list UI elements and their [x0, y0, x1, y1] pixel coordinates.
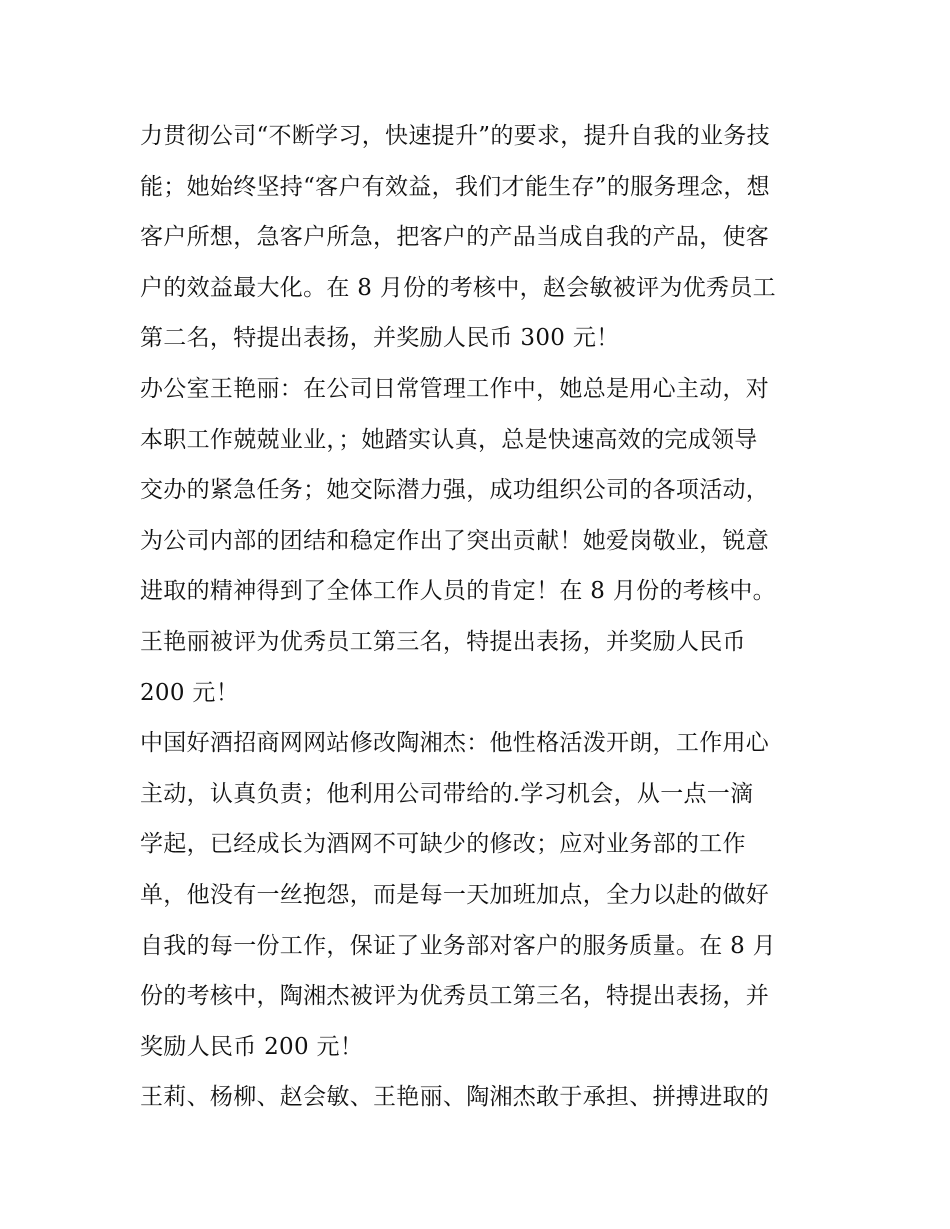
text-line: 王艳丽被评为优秀员工第三名，特提出表扬，并奖励人民币 — [140, 628, 746, 655]
text-line: 办公室王艳丽：在公司日常管理工作中，她总是用心主动，对 — [140, 375, 770, 402]
text-line: 本职工作兢兢业业，；她踏实认真，总是快速高效的完成领导 — [140, 426, 758, 453]
text-line: 主动，认真负责；他利用公司带给的.学习机会，从一点一滴 — [140, 780, 754, 807]
text-line: 户的效益最大化。在 8 月份的考核中，赵会敏被评为优秀员工 — [140, 274, 776, 301]
text-line: 为公司内部的团结和稳定作出了突出贡献！她爱岗敬业，锐意 — [140, 527, 770, 554]
text-line: 单，他没有一丝抱怨，而是每一天加班加点，全力以赴的做好 — [140, 881, 770, 908]
text-line: 力贯彻公司“不断学习，快速提升”的要求，提升自我的业务技 — [140, 123, 770, 149]
text-line: 学起，已经成长为酒网不可缺少的修改；应对业务部的工作 — [140, 831, 746, 858]
text-line: 能；她始终坚持“客户有效益，我们才能生存”的服务理念，想 — [140, 173, 770, 200]
text-line: 第二名，特提出表扬，并奖励人民币 300 元！ — [140, 325, 620, 352]
text-line: 王莉、杨柳、赵会敏、王艳丽、陶湘杰敢于承担、拼搏进取的 — [140, 1084, 770, 1111]
text-line: 客户所想，急客户所急，把客户的产品当成自我的产品，使客 — [140, 224, 770, 251]
text-line: 份的考核中，陶湘杰被评为优秀员工第三名，特提出表扬，并 — [140, 983, 770, 1010]
text-line: 中国好酒招商网网站修改陶湘杰：他性格活泼开朗，工作用心 — [140, 730, 770, 757]
text-line: 进取的精神得到了全体工作人员的肯定！在 8 月份的考核中。 — [140, 578, 776, 605]
document-body — [140, 111, 820, 1123]
text-line: 200 元！ — [140, 679, 240, 706]
text-line: 奖励人民币 200 元！ — [140, 1033, 364, 1060]
text-line: 自我的每一份工作，保证了业务部对客户的服务质量。在 8 月 — [140, 932, 776, 959]
text-line: 交办的紧急任务；她交际潜力强，成功组织公司的各项活动， — [140, 477, 770, 504]
